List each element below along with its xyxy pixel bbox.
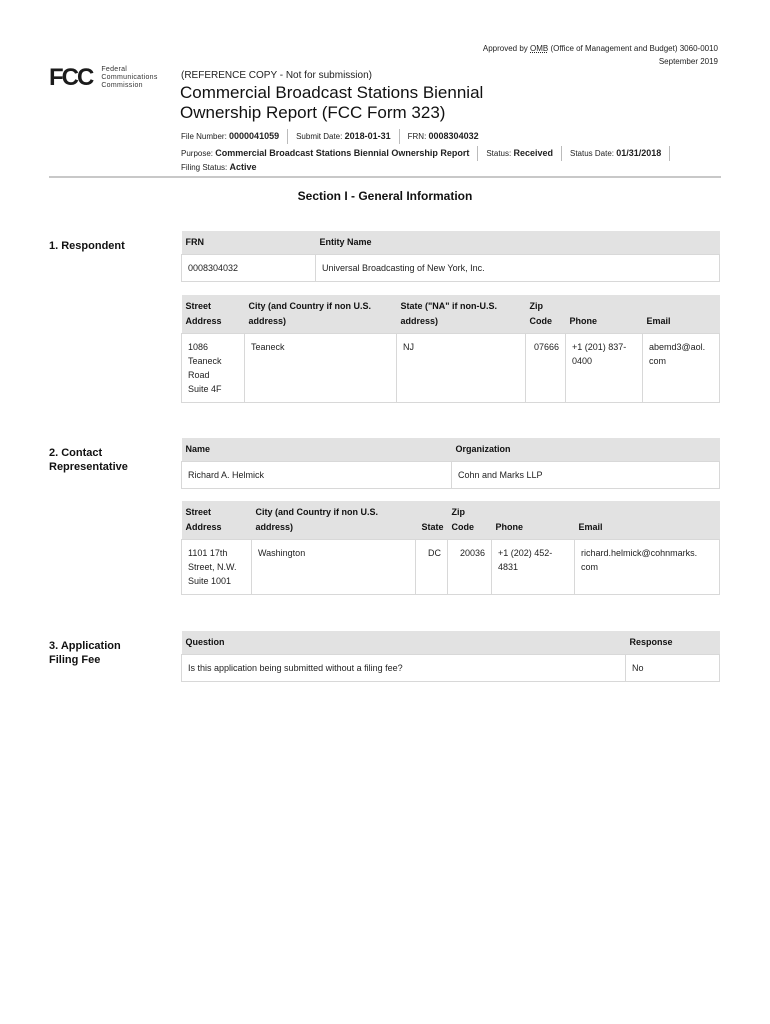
purpose: [181, 146, 478, 161]
respondent-zip: 07666: [526, 334, 566, 403]
state-header-line-1: State ("NA" if non-U.S.: [400, 301, 498, 311]
agency-line-1: Federal: [101, 66, 128, 73]
street-line: Suite 1001: [188, 576, 232, 586]
table-row: [182, 540, 720, 595]
status-value: Received: [513, 148, 553, 158]
city-header-line-1: City (and Country if non U.S.: [255, 507, 378, 517]
street-header-line-1: Street: [185, 507, 212, 517]
contact-address-table: [181, 501, 720, 595]
city-header-line-1: City (and Country if non U.S.: [248, 301, 371, 311]
email-line: abemd3@aol.: [649, 342, 706, 352]
contact-city: Washington: [252, 540, 416, 595]
fcc-agency-name: [101, 66, 157, 90]
status-label: Status:: [486, 149, 512, 158]
street-header-line-2: Address: [185, 316, 222, 326]
contact-zip: 20036: [448, 540, 492, 595]
city-header-line-2: address): [248, 316, 287, 326]
filing-meta-row-1: [181, 129, 495, 144]
column-header-zip: [526, 295, 566, 334]
filing-status-value: Active: [229, 162, 257, 172]
zip-header-line-2: Code: [451, 522, 474, 532]
contact-name: Richard A. Helmick: [182, 462, 452, 489]
filing-status-label: Filing Status:: [181, 163, 228, 172]
section-title: Section I - General Information: [297, 189, 473, 203]
approval-date: September 2019: [658, 57, 718, 66]
page-title: [180, 83, 520, 123]
zip-header-line-1: Zip: [529, 301, 543, 311]
column-header-city: [252, 501, 416, 540]
column-header-organization: Organization: [452, 438, 720, 462]
state-header-line-2: address): [400, 316, 439, 326]
table-header-row: [182, 501, 720, 540]
street-line: Teaneck: [188, 356, 222, 366]
street-header-line-2: Address: [185, 522, 222, 532]
contact-organization: Cohn and Marks LLP: [452, 462, 720, 489]
submit-date: [296, 129, 400, 144]
status-date-value: 01/31/2018: [616, 148, 662, 158]
status-date-label: Status Date:: [570, 149, 615, 158]
status-date: [570, 146, 670, 161]
file-number-label: File Number:: [181, 132, 227, 141]
column-header-name: Name: [182, 438, 452, 462]
submit-date-value: 2018-01-31: [344, 131, 391, 141]
fee-question: Is this application being submitted without a filing fee?: [182, 655, 626, 682]
omb-approval: [483, 42, 718, 68]
agency-line-2: Communications: [101, 74, 158, 81]
fee-response: No: [626, 655, 720, 682]
contact-heading-line-2: Representative: [49, 461, 128, 473]
contact-email: [575, 540, 720, 595]
purpose-value: Commercial Broadcast Stations Biennial Ownership Report: [215, 148, 470, 158]
frn-label: FRN:: [407, 132, 427, 141]
street-line: 1101 17th: [188, 548, 228, 558]
table-row: [182, 255, 720, 282]
column-header-city: [245, 295, 397, 334]
table-row: [182, 462, 720, 489]
filing-meta-row-3: [181, 160, 273, 175]
filing-status: [181, 160, 265, 175]
contact-state: DC: [416, 540, 448, 595]
contact-heading: [49, 446, 159, 474]
respondent-address-table: [181, 295, 720, 403]
street-header-line-1: Street: [185, 301, 212, 311]
phone-line: 4831: [498, 562, 519, 572]
column-header-state: [397, 295, 526, 334]
contact-street: [182, 540, 252, 595]
phone-line: 0400: [572, 356, 593, 366]
filing-fee-table: [181, 631, 720, 682]
column-header-email: Email: [643, 295, 720, 334]
column-header-phone: Phone: [492, 501, 575, 540]
contact-heading-line-1: 2. Contact: [49, 447, 103, 459]
filing-fee-heading-line-2: Filing Fee: [49, 654, 101, 666]
title-line-2: Ownership Report (FCC Form 323): [180, 103, 446, 122]
respondent-frn: 0008304032: [182, 255, 316, 282]
fcc-logo-mark: FCC: [49, 64, 93, 91]
table-header-row: [182, 295, 720, 334]
column-header-email: Email: [575, 501, 720, 540]
table-row: [182, 655, 720, 682]
respondent-city: Teaneck: [245, 334, 397, 403]
table-header-row: [182, 631, 720, 655]
file-number-value: 0000041059: [229, 131, 280, 141]
table-row: [182, 334, 720, 403]
approval-suffix: (Office of Management and Budget) 3060-0010: [548, 44, 718, 53]
table-header-row: [182, 231, 720, 255]
phone-line: +1 (202) 452-: [498, 548, 553, 558]
title-line-1: Commercial Broadcast Stations Biennial: [180, 83, 484, 102]
zip-header-line-1: Zip: [451, 507, 465, 517]
email-line: richard.helmick@cohnmarks.: [581, 548, 698, 558]
respondent-state: NJ: [397, 334, 526, 403]
agency-line-3: Commission: [101, 82, 143, 89]
email-line: com: [649, 356, 667, 366]
fcc-logo: [49, 66, 158, 90]
contact-phone: [492, 540, 575, 595]
respondent-street: [182, 334, 245, 403]
respondent-phone: [566, 334, 643, 403]
city-header-line-2: address): [255, 522, 294, 532]
column-header-street: [182, 501, 252, 540]
filing-fee-heading-line-1: 3. Application: [49, 640, 121, 652]
zip-header-line-2: Code: [529, 316, 552, 326]
respondent-email: [643, 334, 720, 403]
column-header-state: State: [416, 501, 448, 540]
respondent-heading: 1. Respondent: [49, 240, 125, 252]
column-header-frn: FRN: [182, 231, 316, 255]
column-header-question: Question: [182, 631, 626, 655]
submit-date-label: Submit Date:: [296, 132, 343, 141]
street-line: Street, N.W.: [188, 562, 237, 572]
column-header-response: Response: [626, 631, 720, 655]
column-header-phone: Phone: [566, 295, 643, 334]
respondent-id-table: [181, 231, 720, 282]
filing-fee-heading: [49, 639, 159, 667]
table-header-row: [182, 438, 720, 462]
omb-abbreviation: OMB: [530, 44, 549, 53]
street-line: Road: [188, 370, 210, 380]
email-line: com: [581, 562, 599, 572]
respondent-entity-name: Universal Broadcasting of New York, Inc.: [316, 255, 720, 282]
contact-name-table: [181, 438, 720, 489]
frn-value: 0008304032: [428, 131, 479, 141]
street-line: Suite 4F: [188, 384, 222, 394]
street-line: 1086: [188, 342, 209, 352]
reference-copy-note: (REFERENCE COPY - Not for submission): [181, 70, 372, 81]
filing-meta-row-2: [181, 146, 678, 161]
status: [486, 146, 562, 161]
column-header-entity-name: Entity Name: [316, 231, 720, 255]
file-number: [181, 129, 288, 144]
column-header-zip: [448, 501, 492, 540]
approval-prefix: Approved by: [482, 44, 531, 53]
frn: [408, 129, 487, 144]
column-header-street: [182, 295, 245, 334]
header-divider: [49, 176, 721, 178]
purpose-label: Purpose:: [181, 149, 214, 158]
phone-line: +1 (201) 837-: [572, 342, 627, 352]
